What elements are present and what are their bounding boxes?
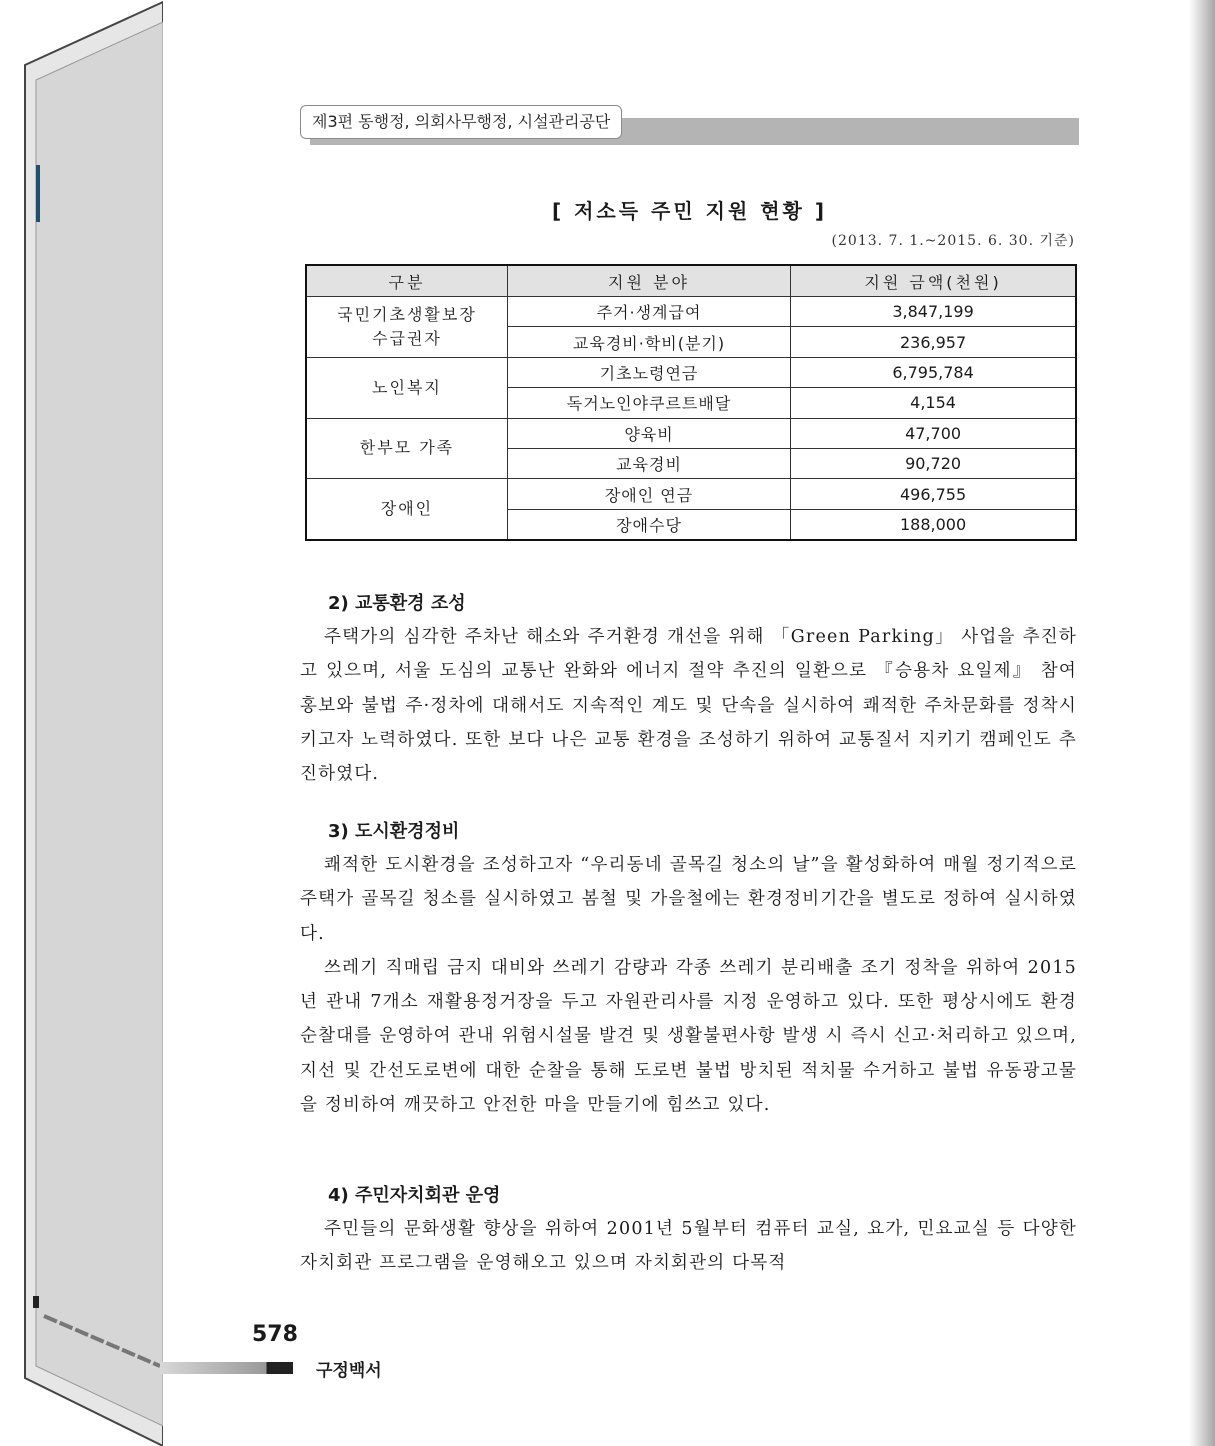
field-cell: 독거노인야쿠르트배달: [507, 388, 790, 418]
table-header-row: [306, 265, 1076, 297]
footer-bar: [160, 1362, 293, 1374]
amount-cell: 6,795,784: [791, 357, 1076, 387]
table-title: [ 저소득 주민 지원 현황 ]: [552, 199, 827, 223]
amount-cell: 90,720: [791, 448, 1076, 478]
body-paragraph: 쓰레기 직매립 금지 대비와 쓰레기 감량과 각종 쓰레기 분리배출 조기 정착을 위하여 2015년 관내 7개소 재활용정거장을 두고 자원관리사를 지정 운영하고 있다. 또한 평상시에도 환경순찰대를 운영하여 관내 위험시설물 발견 및 생활불편사항 발생 시 즉시 신고·처리하고 있으며, 지선 및 간선도로변에 대한 순찰을 통해 도로변 불법 방치된 적치물 수거하고 불법 유동광고물을 정비하여 깨끗하고 안전한 마을 만들기에 힘쓰고 있다.: [300, 957, 1077, 1116]
column-header-field: 지원 분야: [507, 265, 790, 297]
category-cell: 국민기초생활보장 수급권자: [306, 297, 507, 358]
amount-cell: 496,755: [791, 479, 1076, 509]
section-heading: 3) 도시환경정비: [328, 821, 460, 842]
amount-cell: 188,000: [791, 509, 1076, 540]
category-cell: 노인복지: [306, 357, 507, 418]
field-cell: 주거·생계급여: [507, 297, 790, 327]
field-cell: 기초노령연금: [507, 357, 790, 387]
section-urban-environment: [300, 816, 1077, 1122]
column-header-category: 구분: [306, 265, 507, 297]
section-traffic: [300, 588, 1077, 791]
section-heading: 4) 주민자치회관 운영: [328, 1185, 501, 1206]
table-row: [306, 357, 1076, 387]
field-cell: 양육비: [507, 418, 790, 448]
field-cell: 교육경비: [507, 448, 790, 478]
field-cell: 장애인 연금: [507, 479, 790, 509]
field-cell: 교육경비·학비(분기): [507, 327, 790, 357]
table-date-note: (2013. 7. 1.~2015. 6. 30. 기준): [831, 233, 1075, 249]
body-paragraph: 쾌적한 도시환경을 조성하고자 “우리동네 골목길 청소의 날”을 활성화하여 매월 정기적으로 주택가 골목길 청소를 실시하였고 봄철 및 가을철에는 환경정비기간을 별도로 정하여 실시하였다.: [300, 855, 1077, 944]
amount-cell: 47,700: [791, 418, 1076, 448]
table-row: [306, 297, 1076, 327]
page-number: 578: [252, 1322, 298, 1347]
body-paragraph: 주택가의 심각한 주차난 해소와 주거환경 개선을 위해 「Green Parking」 사업을 추진하고 있으며, 서울 도심의 교통난 완화와 에너지 절약 추진의 일환으로 『승용차 요일제』 참여 홍보와 불법 주·정차에 대해서도 지속적인 계도 및 단속을 실시하여 쾌적한 주차문화를 정착시키고자 노력하였다. 또한 보다 나은 교통 환경을 조성하기 위하여 교통질서 지키기 캠페인도 추진하였다.: [300, 627, 1077, 785]
amount-cell: 4,154: [791, 388, 1076, 418]
body-paragraph: 주민들의 문화생활 향상을 위하여 2001년 5월부터 컴퓨터 교실, 요가, 민요교실 등 다양한 자치회관 프로그램을 운영해오고 있으며 자치회관의 다목적: [300, 1219, 1077, 1274]
section-heading: 2) 교통환경 조성: [328, 593, 466, 614]
page-edge-shadow: [1189, 0, 1215, 1446]
table-row: [306, 418, 1076, 448]
table-row: [306, 479, 1076, 509]
low-income-support-table: [305, 264, 1077, 541]
field-cell: 장애수당: [507, 509, 790, 540]
category-cell: 한부모 가족: [306, 418, 507, 479]
book-title: 구정백서: [316, 1361, 382, 1381]
column-header-amount: 지원 금액(천원): [791, 265, 1076, 297]
amount-cell: 3,847,199: [791, 297, 1076, 327]
amount-cell: 236,957: [791, 327, 1076, 357]
chapter-title: 제3편 동행정, 의회사무행정, 시설관리공단: [300, 105, 622, 139]
section-community-center: [300, 1180, 1077, 1281]
category-cell: 장애인: [306, 479, 507, 540]
